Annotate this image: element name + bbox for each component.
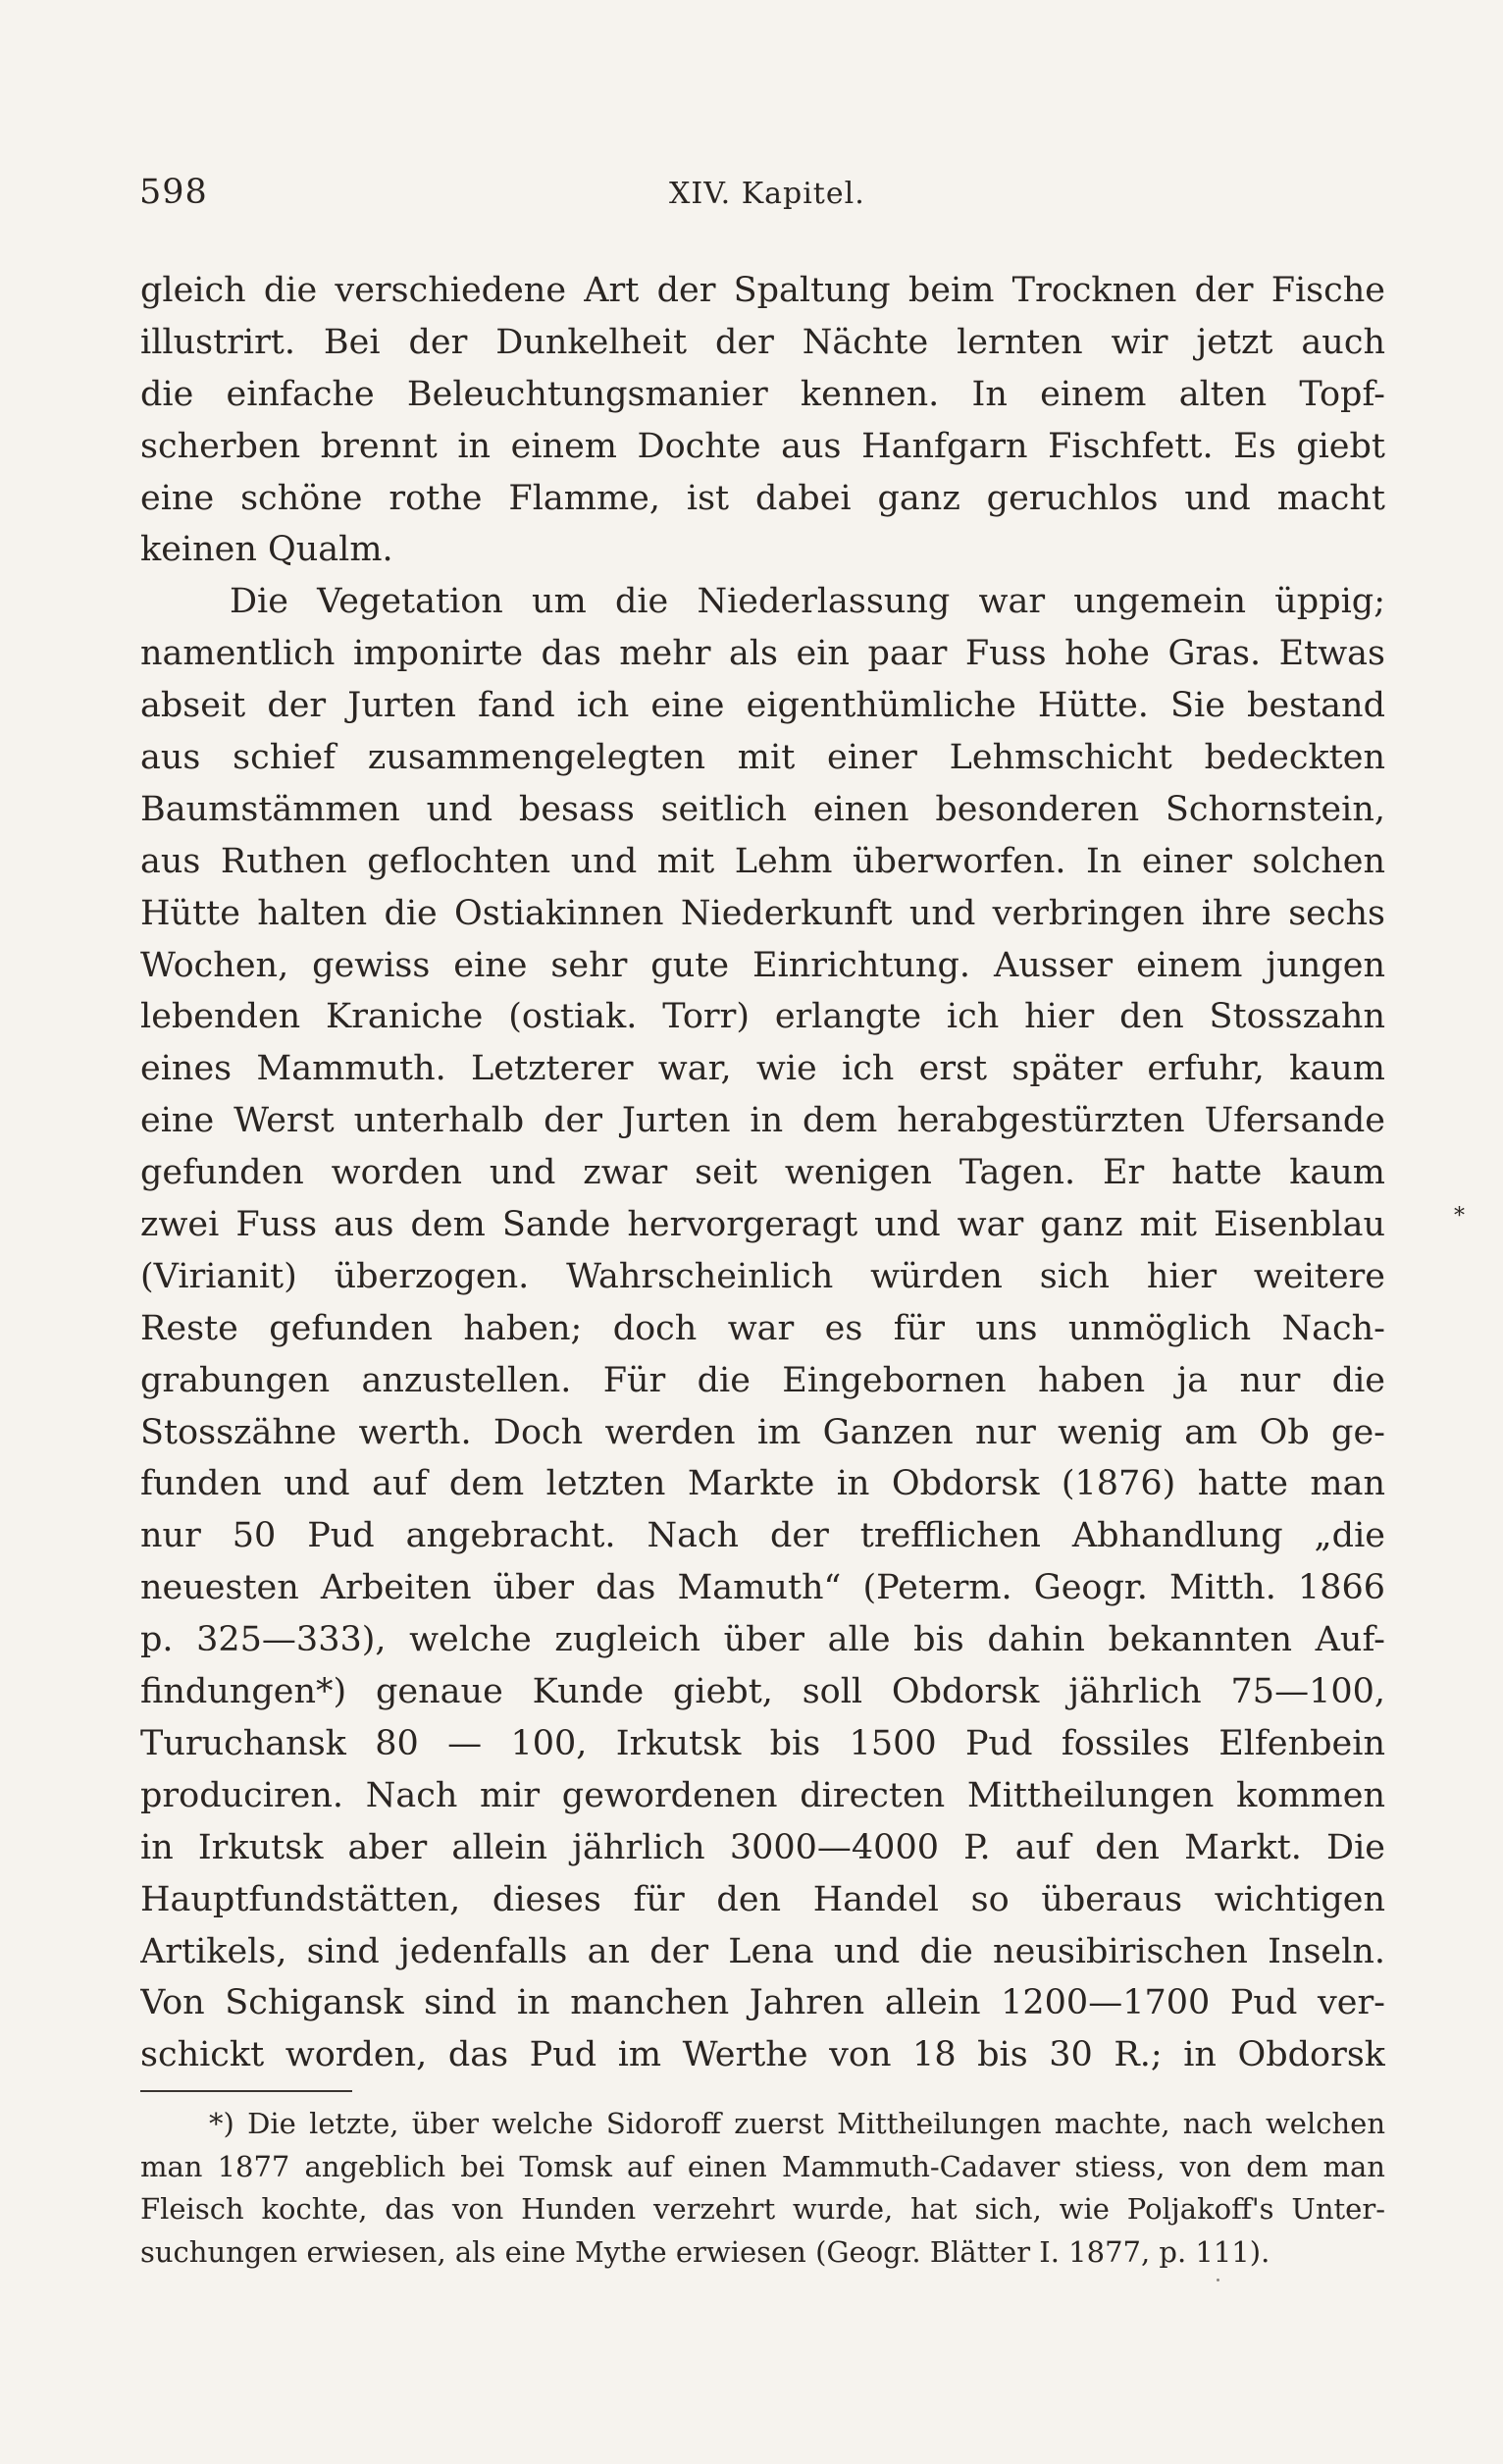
text-line: Reste gefunden haben; doch war es für uns unmöglich Nach- bbox=[140, 1308, 1385, 1348]
page-header bbox=[139, 173, 1385, 222]
text-line: Baumstämmen und besass seitlich einen besonderen Schornstein, bbox=[140, 789, 1385, 829]
text-line: keinen Qualm. bbox=[140, 530, 393, 570]
text-line: namentlich imponirte das mehr als ein paar Fuss hohe Gras. Etwas bbox=[140, 634, 1385, 674]
text-line: zwei Fuss aus dem Sande hervorgeragt und war ganz mit Eisenblau bbox=[140, 1205, 1385, 1245]
footnote-line: *) Die letzte, über welche Sidoroff zuerst Mittheilungen machte, nach welchen bbox=[209, 2107, 1385, 2140]
text-line: funden und auf dem letzten Markte in Obdorsk (1876) hatte man bbox=[140, 1464, 1385, 1504]
text-line: schickt worden, das Pud im Werthe von 18 bis 30 R.; in Obdorsk bbox=[140, 2035, 1385, 2075]
margin-asterisk: * bbox=[1454, 1204, 1465, 1229]
text-line: Hütte halten die Ostiakinnen Niederkunft und verbringen ihre sechs bbox=[140, 893, 1385, 933]
footnote-line: suchungen erwiesen, als eine Mythe erwiesen (Geogr. Blätter I. 1877, p. 111). bbox=[140, 2234, 1270, 2269]
text-line: illustrirt. Bei der Dunkelheit der Nächte lernten wir jetzt auch bbox=[140, 322, 1385, 362]
text-line: aus schief zusammengelegten mit einer Lehmschicht bedeckten bbox=[140, 738, 1385, 778]
text-line: scherben brennt in einem Dochte aus Hanfgarn Fischfett. Es giebt bbox=[140, 426, 1385, 466]
text-line: gefunden worden und zwar seit wenigen Tagen. Er hatte kaum bbox=[140, 1153, 1385, 1193]
text-line: Wochen, gewiss eine sehr gute Einrichtung. Ausser einem jungen bbox=[140, 945, 1385, 985]
text-line: gleich die verschiedene Art der Spaltung beim Trocknen der Fische bbox=[140, 271, 1385, 310]
footnote-line: man 1877 angeblich bei Tomsk auf einen Mammuth-Cadaver stiess, von dem man bbox=[140, 2149, 1385, 2183]
text-line: nur 50 Pud angebracht. Nach der trefflichen Abhandlung „die bbox=[140, 1516, 1385, 1556]
paper-speck bbox=[1217, 2279, 1219, 2281]
text-line: eine Werst unterhalb der Jurten in dem herabgestürzten Ufersande bbox=[140, 1101, 1385, 1141]
text-line: grabungen anzustellen. Für die Eingebornen haben ja nur die bbox=[140, 1360, 1385, 1400]
text-line: findungen*) genaue Kunde giebt, soll Obdorsk jährlich 75—100, bbox=[140, 1672, 1385, 1712]
text-line: Hauptfundstätten, dieses für den Handel so überaus wichtigen bbox=[140, 1879, 1385, 1919]
text-line: neuesten Arbeiten über das Mamuth“ (Peterm. Geogr. Mitth. 1866 bbox=[140, 1568, 1385, 1608]
text-line: abseit der Jurten fand ich eine eigenthümliche Hütte. Sie bestand bbox=[140, 686, 1385, 726]
text-line: in Irkutsk aber allein jährlich 3000—4000 P. auf den Markt. Die bbox=[140, 1827, 1385, 1867]
text-line: Von Schigansk sind in manchen Jahren allein 1200—1700 Pud ver- bbox=[140, 1983, 1385, 2023]
text-line: Artikels, sind jedenfalls an der Lena und die neusibirischen Inseln. bbox=[140, 1931, 1385, 1971]
text-line: Stosszähne werth. Doch werden im Ganzen nur wenig am Ob ge- bbox=[140, 1412, 1385, 1452]
text-line: aus Ruthen geflochten und mit Lehm überworfen. In einer solchen bbox=[140, 841, 1385, 881]
text-line: p. 325—333), welche zugleich über alle bis dahin bekannten Auf- bbox=[140, 1620, 1385, 1660]
footnote-divider bbox=[140, 2090, 352, 2092]
text-line: lebenden Kraniche (ostiak. Torr) erlangte ich hier den Stosszahn bbox=[140, 997, 1385, 1037]
running-head: XIV. Kapitel. bbox=[669, 177, 865, 211]
text-line: Turuchansk 80 — 100, Irkutsk bis 1500 Pud fossiles Elfenbein bbox=[140, 1723, 1385, 1763]
page-number: 598 bbox=[139, 173, 208, 212]
text-line: (Virianit) überzogen. Wahrscheinlich würden sich hier weitere bbox=[140, 1256, 1385, 1296]
text-line: eine schöne rothe Flamme, ist dabei ganz geruchlos und macht bbox=[140, 478, 1385, 518]
text-line: eines Mammuth. Letzterer war, wie ich erst später erfuhr, kaum bbox=[140, 1049, 1385, 1089]
footnote-line: Fleisch kochte, das von Hunden verzehrt wurde, hat sich, wie Poljakoff's Unter- bbox=[140, 2192, 1385, 2226]
body-text bbox=[140, 265, 1385, 2081]
text-line: Die Vegetation um die Niederlassung war ungemein üppig; bbox=[230, 582, 1385, 622]
footnote bbox=[140, 2103, 1385, 2274]
text-line: die einfache Beleuchtungsmanier kennen. In einem alten Topf- bbox=[140, 374, 1385, 414]
text-line: produciren. Nach mir gewordenen directen Mittheilungen kommen bbox=[140, 1775, 1385, 1815]
